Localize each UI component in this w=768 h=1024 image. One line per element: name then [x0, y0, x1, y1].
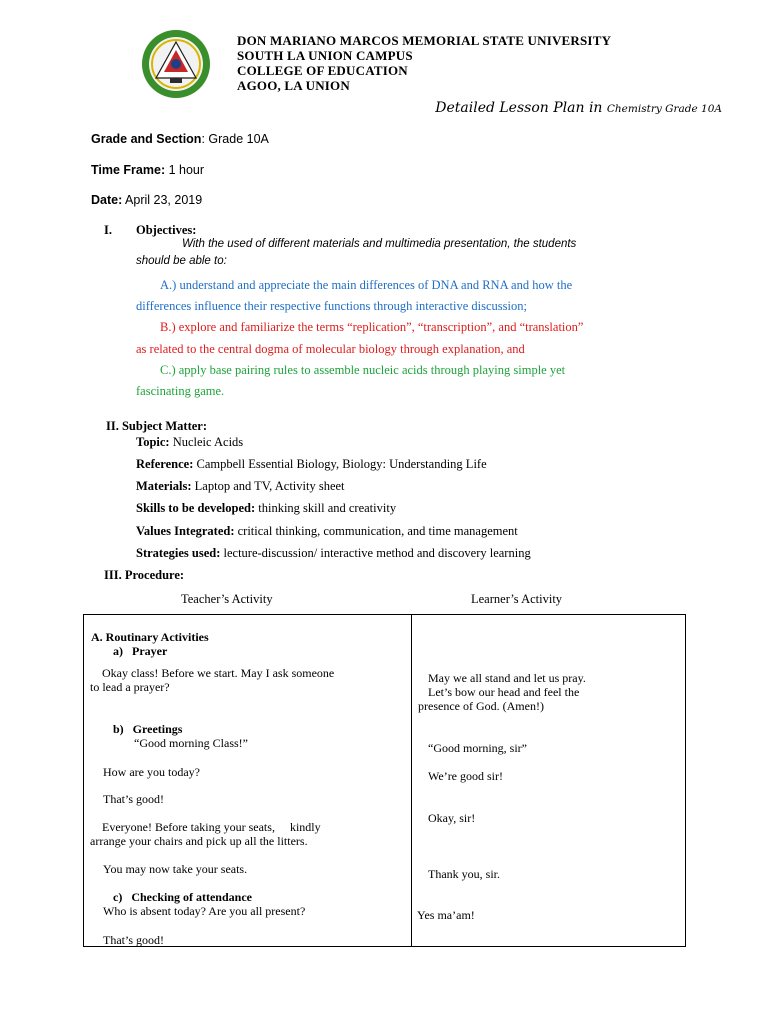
strategies-label: Strategies used: — [136, 546, 221, 560]
topic-line — [136, 435, 243, 450]
learner-were-good: We’re good sir! — [428, 769, 504, 783]
values-value: critical thinking, communication, and time management — [234, 524, 518, 538]
take-seats-text: You may now take your seats. — [103, 862, 248, 876]
strategies-line — [136, 546, 531, 561]
time-value: 1 hour — [165, 163, 205, 177]
prayer-heading: a) Prayer — [113, 644, 168, 658]
college-name: COLLEGE OF EDUCATION — [237, 63, 408, 78]
teacher-column-header: Teacher’s Activity — [181, 592, 273, 606]
date-field — [91, 193, 202, 207]
reference-label: Reference: — [136, 457, 194, 471]
campus-name: SOUTH LA UNION CAMPUS — [237, 48, 413, 63]
everyone-text-line1: Everyone! Before taking your seats, kindly — [102, 820, 321, 834]
values-line — [136, 524, 518, 539]
skills-line — [136, 501, 396, 516]
topic-value: Nucleic Acids — [169, 435, 244, 449]
reference-line — [136, 457, 487, 472]
materials-label: Materials: — [136, 479, 192, 493]
skills-label: Skills to be developed: — [136, 501, 256, 515]
skills-value: thinking skill and creativity — [255, 501, 397, 515]
location-name: AGOO, LA UNION — [237, 78, 350, 93]
learner-column-header: Learner’s Activity — [471, 592, 563, 606]
materials-value: Laptop and TV, Activity sheet — [191, 479, 345, 493]
objectives-intro-line1: With the used of different materials and multimedia presentation, the students — [182, 238, 577, 250]
learner-okay-sir: Okay, sir! — [428, 811, 476, 825]
objective-b-line1: B.) explore and familiarize the terms “replication”, “transcription”, and “translation” — [160, 320, 584, 334]
greeting-text: “Good morning Class!” — [134, 736, 248, 750]
attendance-heading: c) Checking of attendance — [113, 890, 252, 904]
thats-good-text: That’s good! — [103, 792, 164, 806]
plan-title-subject: Chemistry Grade 10A — [606, 103, 722, 115]
objectives-numeral: I. — [104, 223, 112, 237]
values-label: Values Integrated: — [136, 524, 235, 538]
procedure-heading: III. Procedure: — [104, 568, 185, 582]
prayer-text-line1: Okay class! Before we start. May I ask someone — [102, 666, 335, 680]
objective-a-line1: A.) understand and appreciate the main differences of DNA and RNA and how the — [160, 278, 573, 292]
plan-title — [435, 100, 722, 116]
grade-value: : Grade 10A — [201, 132, 269, 146]
thats-good-text-2: That’s good! — [103, 933, 164, 947]
routinary-activities-heading: A. Routinary Activities — [91, 630, 209, 644]
objective-a-line2: differences influence their respective functions through interactive discussion; — [136, 299, 527, 313]
objective-c-line1: C.) apply base pairing rules to assemble nucleic acids through playing simple yet — [160, 363, 566, 377]
learner-thank-you: Thank you, sir. — [428, 867, 500, 881]
topic-label: Topic: — [136, 435, 170, 449]
plan-title-main: Detailed Lesson Plan in — [435, 100, 603, 116]
grade-section-field — [91, 132, 269, 146]
how-are-you-text: How are you today? — [103, 765, 200, 779]
prayer-text-line2: to lead a prayer? — [90, 680, 170, 694]
learner-prayer-line1: May we all stand and let us pray. — [428, 671, 586, 685]
objective-c-line2: fascinating game. — [136, 384, 225, 398]
objectives-heading: Objectives: — [136, 223, 197, 237]
date-value: April 23, 2019 — [122, 193, 203, 207]
everyone-text-line2: arrange your chairs and pick up all the litters. — [90, 834, 308, 848]
attendance-question: Who is absent today? Are you all present? — [103, 904, 306, 918]
table-column-divider — [411, 615, 412, 946]
objectives-intro-line2: should be able to: — [136, 255, 227, 267]
learner-yes-maam: Yes ma’am! — [417, 908, 475, 922]
university-name: DON MARIANO MARCOS MEMORIAL STATE UNIVERSITY — [237, 33, 612, 48]
time-frame-field — [91, 163, 204, 177]
grade-label: Grade and Section — [91, 132, 202, 146]
university-seal-logo — [140, 28, 212, 100]
learner-prayer-line2: Let’s bow our head and feel the — [428, 685, 580, 699]
date-label: Date: — [91, 193, 123, 207]
strategies-value: lecture-discussion/ interactive method and discovery learning — [220, 546, 531, 560]
materials-line — [136, 479, 345, 494]
learner-prayer-line3: presence of God. (Amen!) — [418, 699, 544, 713]
time-label: Time Frame: — [91, 163, 166, 177]
subject-matter-heading: II. Subject Matter: — [106, 419, 208, 433]
reference-value: Campbell Essential Biology, Biology: Understanding Life — [193, 457, 487, 471]
objective-b-line2: as related to the central dogma of molecular biology through explanation, and — [136, 342, 525, 356]
greetings-heading: b) Greetings — [113, 722, 183, 736]
learner-good-morning: “Good morning, sir” — [428, 741, 527, 755]
procedure-table — [83, 614, 686, 947]
